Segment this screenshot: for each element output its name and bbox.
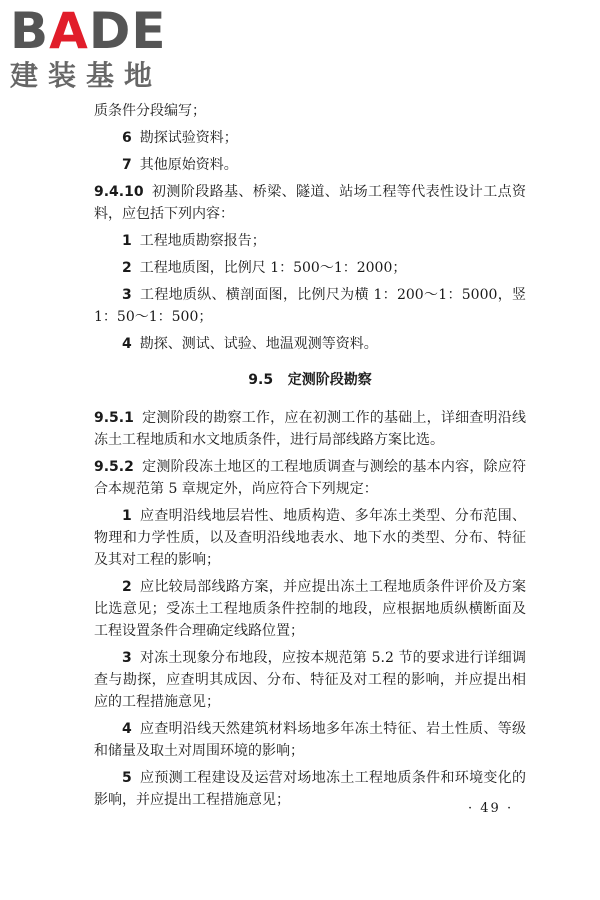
clause-number: 9.5.2 xyxy=(94,459,134,475)
item-number: 4 xyxy=(122,336,132,352)
brand-logo xyxy=(10,2,190,96)
item-number: 7 xyxy=(122,157,132,173)
item-text: 应比较局部线路方案，并应提出冻土工程地质条件评价及方案比选意见；受冻土工程地质条件控制的地段，应根据地质纵横断面及工程设置条件合理确定线路位置； xyxy=(94,579,526,639)
item-number: 6 xyxy=(122,130,132,146)
item-number: 2 xyxy=(122,579,132,595)
paragraph-text: 质条件分段编写； xyxy=(94,103,206,119)
list-item xyxy=(94,333,526,355)
item-text: 勘探试验资料； xyxy=(139,130,238,146)
clause xyxy=(94,181,526,225)
item-text: 工程地质纵、横剖面图，比例尺为横 1：200～1：5000，竖 1：50～1：500； xyxy=(94,287,526,325)
logo-letter-b: B xyxy=(10,2,50,60)
item-text: 对冻土现象分布地段，应按本规范第 5.2 节的要求进行详细调查与勘探，应查明其成因、分布、特征及对工程的影响，并应提出相应的工程措施意见； xyxy=(94,650,526,710)
document-body xyxy=(94,100,526,816)
item-number: 1 xyxy=(122,508,132,524)
clause xyxy=(94,407,526,451)
item-text: 勘探、测试、试验、地温观测等资料。 xyxy=(139,336,378,352)
logo-wordmark xyxy=(10,2,190,60)
clause xyxy=(94,456,526,500)
clause-number: 9.4.10 xyxy=(94,184,144,200)
paragraph xyxy=(94,100,526,122)
list-item xyxy=(94,767,526,811)
item-number: 5 xyxy=(122,770,132,786)
clause-text: 初测阶段路基、桥梁、隧道、站场工程等代表性设计工点资料，应包括下列内容： xyxy=(94,184,526,222)
item-text: 应预测工程建设及运营对场地冻土工程地质条件和环境变化的影响，并应提出工程措施意见； xyxy=(94,770,526,808)
item-number: 1 xyxy=(122,233,132,249)
list-item xyxy=(94,647,526,713)
page-number: · 49 · xyxy=(468,801,514,816)
logo-letter-a: A xyxy=(49,2,89,60)
list-item xyxy=(94,505,526,571)
item-text: 应查明沿线天然建筑材料场地多年冻土特征、岩土性质、等级和储量及取土对周围环境的影响； xyxy=(94,721,526,759)
logo-subtitle: 建装基地 xyxy=(10,59,163,92)
list-item xyxy=(94,154,526,176)
item-text: 工程地质勘察报告； xyxy=(139,233,266,249)
list-item xyxy=(94,284,526,328)
item-number: 3 xyxy=(122,650,132,666)
list-item xyxy=(94,127,526,149)
logo-letters-de: DE xyxy=(88,2,167,60)
item-text: 工程地质图，比例尺 1：500～1：2000； xyxy=(139,260,407,276)
section-number: 9.5 xyxy=(248,372,274,388)
clause-text: 定测阶段冻土地区的工程地质调查与测绘的基本内容，除应符合本规范第 5 章规定外，尚应符合下列规定： xyxy=(94,459,526,497)
item-number: 3 xyxy=(122,287,132,303)
section-heading xyxy=(94,369,526,391)
item-number: 4 xyxy=(122,721,132,737)
item-text: 应查明沿线地层岩性、地质构造、多年冻土类型、分布范围、物理和力学性质，以及查明沿线地表水、地下水的类型、分布、特征及其对工程的影响； xyxy=(94,508,526,568)
clause-number: 9.5.1 xyxy=(94,410,134,426)
section-title: 定测阶段勘察 xyxy=(287,372,372,388)
item-number: 2 xyxy=(122,260,132,276)
item-text: 其他原始资料。 xyxy=(139,157,238,173)
list-item xyxy=(94,257,526,279)
list-item xyxy=(94,576,526,642)
list-item xyxy=(94,718,526,762)
clause-text: 定测阶段的勘察工作，应在初测工作的基础上，详细查明沿线冻土工程地质和水文地质条件，进行局部线路方案比选。 xyxy=(94,410,526,448)
list-item xyxy=(94,230,526,252)
